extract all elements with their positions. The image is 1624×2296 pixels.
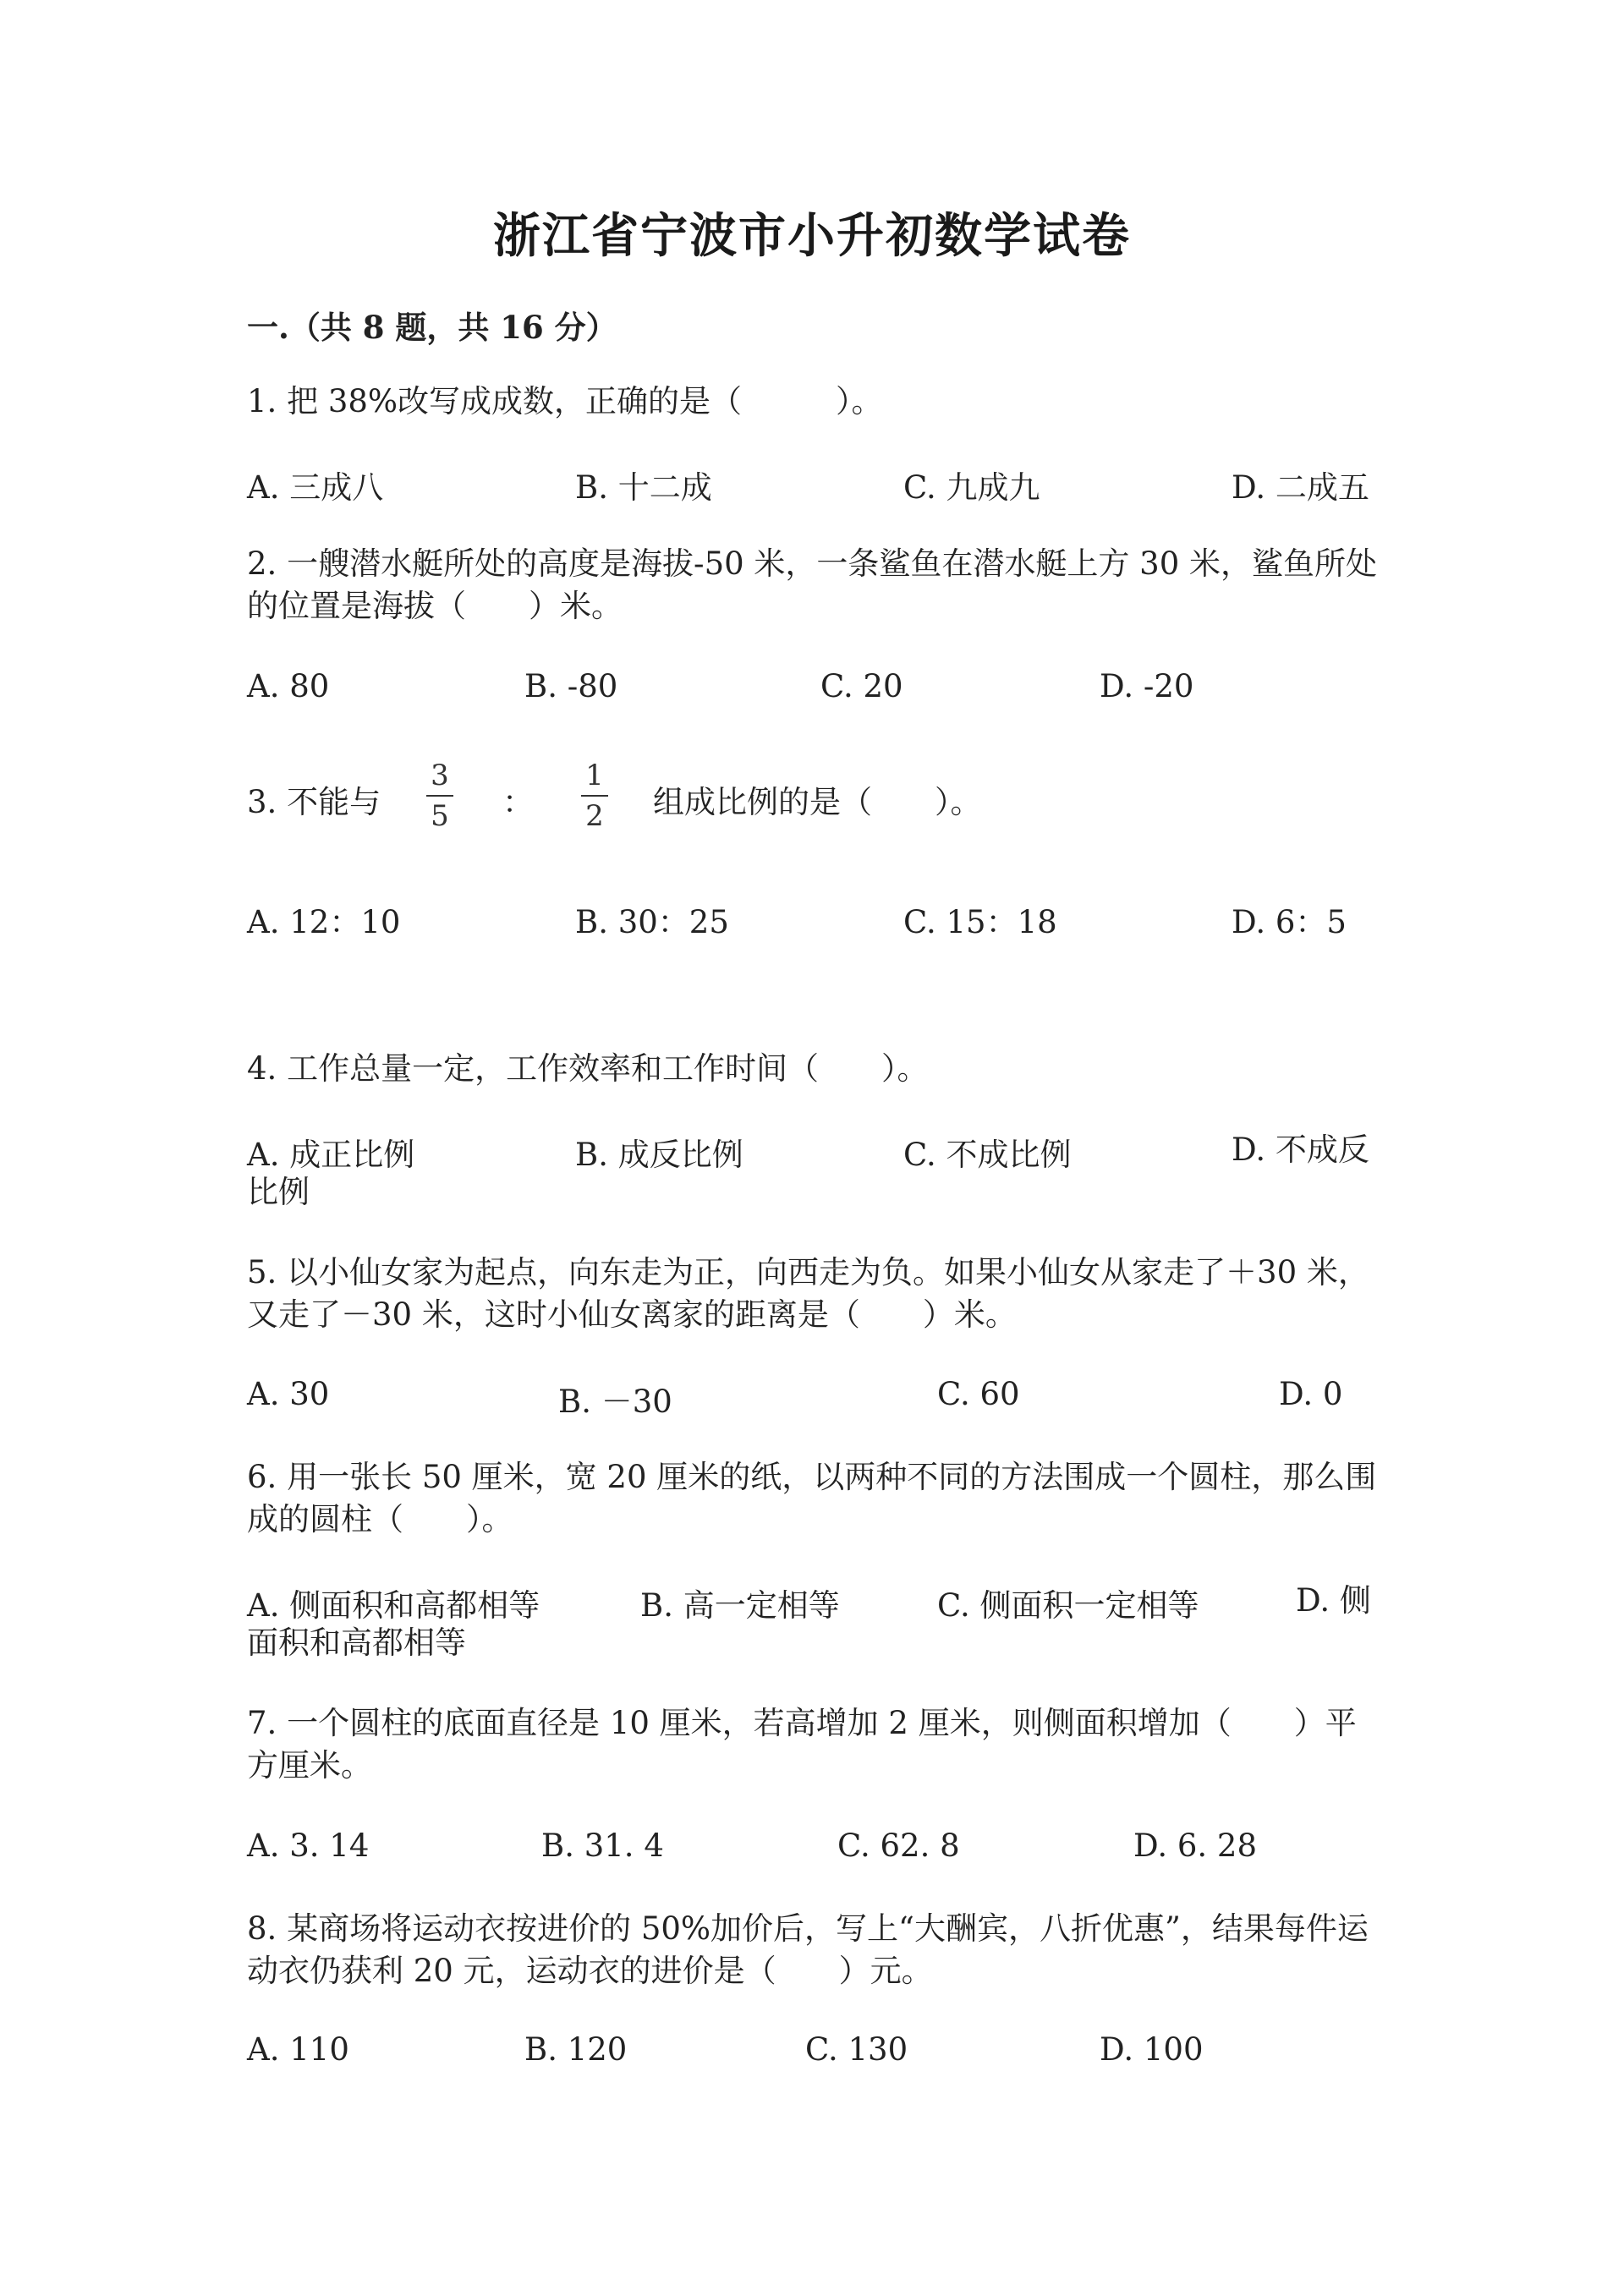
question-5: 5. 以小仙女家为起点，向东走为正，向西走为负。如果小仙女从家走了＋30 米，又走了－30 米，这时小仙女离家的距离是（ ）米。	[247, 1254, 1369, 1333]
q6-option-a: A. 侧面积和高都相等	[247, 1587, 540, 1624]
q5-option-b: B. －30	[558, 1384, 672, 1420]
q3-option-a: A. 12：10	[247, 904, 401, 940]
question-3-suffix: 组成比例的是（ ）。	[653, 784, 982, 820]
q5-option-a: A. 30	[247, 1376, 330, 1412]
q3-option-c: C. 15：18	[903, 904, 1057, 940]
q2-option-c: C. 20	[820, 668, 903, 704]
fraction-bar	[426, 795, 453, 797]
q8-option-d: D. 100	[1100, 2031, 1204, 2068]
fraction-one-half	[578, 759, 612, 832]
q2-option-b: B. -80	[524, 668, 618, 704]
question-4: 4. 工作总量一定，工作效率和工作时间（ ）。	[247, 1050, 929, 1087]
q4-option-d: D. 不成反比例	[247, 1132, 1369, 1210]
q7-option-a: A. 3. 14	[247, 1827, 370, 1864]
fraction-three-fifths	[423, 759, 457, 832]
q3-option-b: B. 30：25	[575, 904, 729, 940]
q6-option-d: D. 侧面积和高都相等	[247, 1582, 1371, 1661]
q5-option-c: C. 60	[937, 1376, 1020, 1412]
fraction-numerator: 1	[585, 759, 604, 792]
question-8: 8. 某商场将运动衣按进价的 50%加价后，写上“大酬宾，八折优惠”，结果每件运动衣仍获利 20 元，运动衣的进价是（ ）元。	[247, 1910, 1369, 1989]
section-heading: 一.（共 8 题，共 16 分）	[247, 309, 617, 346]
q1-option-b: B. 十二成	[575, 469, 712, 506]
fraction-bar	[581, 795, 608, 797]
q8-option-a: A. 110	[247, 2031, 349, 2068]
q3-option-d: D. 6：5	[1232, 904, 1347, 940]
fraction-denominator: 2	[585, 799, 604, 833]
question-6: 6. 用一张长 50 厘米，宽 20 厘米的纸，以两种不同的方法围成一个圆柱，那么围成的圆柱（ ）。	[247, 1459, 1377, 1537]
fraction-denominator: 5	[431, 799, 449, 833]
q2-option-a: A. 80	[247, 668, 330, 704]
q1-option-c: C. 九成九	[903, 469, 1040, 506]
question-2: 2. 一艘潜水艇所处的高度是海拔-50 米，一条鲨鱼在潜水艇上方 30 米，鲨鱼所处的位置是海拔（ ）米。	[247, 545, 1378, 624]
q8-option-b: B. 120	[524, 2031, 628, 2068]
q5-option-d: D. 0	[1279, 1376, 1343, 1412]
q7-option-c: C. 62. 8	[837, 1827, 960, 1864]
q4-option-b: B. 成反比例	[575, 1137, 743, 1173]
q2-option-d: D. -20	[1100, 668, 1194, 704]
fraction-numerator: 3	[431, 759, 449, 792]
q4-option-c: C. 不成比例	[903, 1137, 1072, 1173]
q8-option-c: C. 130	[805, 2031, 908, 2068]
page-title: 浙江省宁波市小升初数学试卷	[493, 208, 1131, 264]
ratio-colon: ：	[502, 784, 534, 820]
question-3-prefix: 3. 不能与	[247, 784, 381, 820]
q4-option-a: A. 成正比例	[247, 1137, 415, 1173]
q7-option-d: D. 6. 28	[1133, 1827, 1258, 1864]
q6-option-c: C. 侧面积一定相等	[937, 1587, 1199, 1624]
question-7: 7. 一个圆柱的底面直径是 10 厘米，若高增加 2 厘米，则侧面积增加（ ）平方厘米。	[247, 1705, 1357, 1784]
q1-option-d: D. 二成五	[1232, 469, 1369, 506]
question-1: 1. 把 38%改写成成数，正确的是（ ）。	[247, 383, 883, 419]
q1-option-a: A. 三成八	[247, 469, 384, 506]
q7-option-b: B. 31. 4	[541, 1827, 664, 1864]
q6-option-b: B. 高一定相等	[640, 1587, 840, 1624]
